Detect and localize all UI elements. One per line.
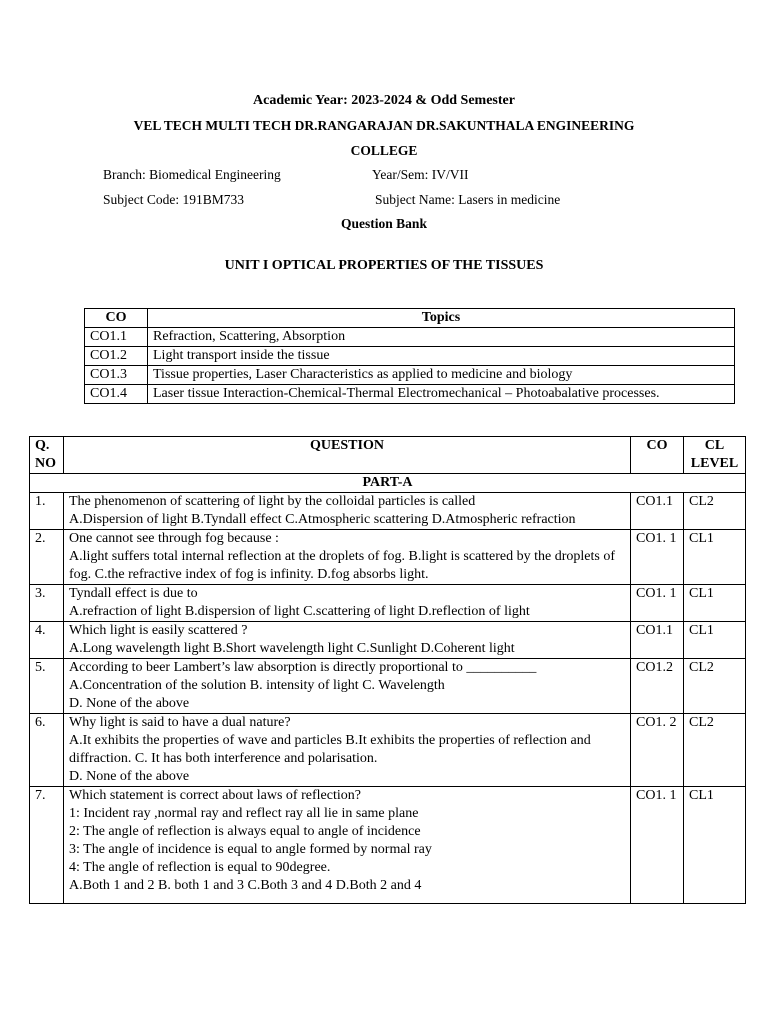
question-text bbox=[64, 585, 631, 622]
question-line: 1: Incident ray ,normal ray and reflect ray all lie in same plane bbox=[69, 806, 419, 821]
question-text bbox=[64, 530, 631, 585]
question-co: CO1.1 bbox=[631, 622, 684, 659]
question-co: CO1. 1 bbox=[631, 585, 684, 622]
question-number: 6. bbox=[30, 714, 64, 787]
question-line: Which light is easily scattered ? bbox=[69, 623, 248, 638]
question-text bbox=[64, 787, 631, 904]
question-cl: CL1 bbox=[684, 622, 746, 659]
question-row bbox=[30, 585, 746, 622]
question-co: CO1. 1 bbox=[631, 530, 684, 585]
question-co: CO1.1 bbox=[631, 493, 684, 530]
question-number: 4. bbox=[30, 622, 64, 659]
question-co: CO1.2 bbox=[631, 659, 684, 714]
part-row bbox=[30, 474, 746, 493]
question-row bbox=[30, 622, 746, 659]
question-row bbox=[30, 530, 746, 585]
question-number: 1. bbox=[30, 493, 64, 530]
co-code: CO1.2 bbox=[85, 347, 148, 366]
unit-title: UNIT I OPTICAL PROPERTIES OF THE TISSUES bbox=[224, 258, 544, 273]
co-table-row bbox=[85, 328, 735, 347]
question-cl: CL1 bbox=[684, 787, 746, 904]
question-number: 5. bbox=[30, 659, 64, 714]
college-name-line1: VEL TECH MULTI TECH DR.RANGARAJAN DR.SAKUNTHALA ENGINEERING bbox=[133, 118, 635, 133]
document-title: Question Bank bbox=[341, 216, 427, 231]
question-line: A.light suffers total internal reflection at the droplets of fog. B.light is scattered by the droplets of fog. C.the refractive index of fog is infinity. D.fog absorbs light. bbox=[69, 549, 615, 582]
question-cl: CL1 bbox=[684, 530, 746, 585]
question-number: 2. bbox=[30, 530, 64, 585]
qno-header: Q. NO bbox=[30, 437, 64, 474]
question-line: Which statement is correct about laws of reflection? bbox=[69, 788, 361, 803]
subject-code: Subject Code: 191BM733 bbox=[103, 192, 244, 207]
question-line: A.Long wavelength light B.Short wavelength light C.Sunlight D.Coherent light bbox=[69, 641, 515, 656]
question-cl: CL2 bbox=[684, 493, 746, 530]
question-row bbox=[30, 714, 746, 787]
co-code: CO1.4 bbox=[85, 385, 148, 404]
question-row bbox=[30, 493, 746, 530]
question-line: D. None of the above bbox=[69, 696, 190, 711]
question-line: 4: The angle of reflection is equal to 90degree. bbox=[69, 860, 331, 875]
branch: Branch: Biomedical Engineering bbox=[103, 167, 281, 182]
co-table-header-row bbox=[85, 309, 735, 328]
question-co: CO1. 2 bbox=[631, 714, 684, 787]
co-header: CO bbox=[85, 309, 148, 328]
question-cl: CL2 bbox=[684, 714, 746, 787]
question-line: One cannot see through fog because : bbox=[69, 531, 279, 546]
question-line: Tyndall effect is due to bbox=[69, 586, 198, 601]
subject-name: Subject Name: Lasers in medicine bbox=[375, 192, 561, 207]
question-row bbox=[30, 787, 746, 904]
question-text bbox=[64, 493, 631, 530]
question-line: 2: The angle of reflection is always equal to angle of incidence bbox=[69, 824, 421, 839]
co-table-row bbox=[85, 347, 735, 366]
question-text bbox=[64, 714, 631, 787]
question-text bbox=[64, 659, 631, 714]
question-line: The phenomenon of scattering of light by the colloidal particles is called bbox=[69, 494, 476, 509]
question-line: A.refraction of light B.dispersion of light C.scattering of light D.reflection of light bbox=[69, 604, 530, 619]
college-name-line2: COLLEGE bbox=[350, 143, 418, 158]
question-line: A.Dispersion of light B.Tyndall effect C.Atmospheric scattering D.Atmospheric refraction bbox=[69, 512, 576, 527]
co-topics-table bbox=[84, 308, 735, 404]
question-table-header-row bbox=[30, 437, 746, 474]
question-text bbox=[64, 622, 631, 659]
co-topic: Tissue properties, Laser Characteristics as applied to medicine and biology bbox=[148, 366, 735, 385]
question-line: 3: The angle of incidence is equal to angle formed by normal ray bbox=[69, 842, 432, 857]
question-line: A.It exhibits the properties of wave and particles B.It exhibits the properties of reflection and diffraction. C. It has both interference and polarisation. bbox=[69, 733, 591, 766]
question-cl: CL2 bbox=[684, 659, 746, 714]
year-sem: Year/Sem: IV/VII bbox=[372, 167, 469, 182]
co-code: CO1.3 bbox=[85, 366, 148, 385]
topics-header: Topics bbox=[148, 309, 735, 328]
question-line: A.Both 1 and 2 B. both 1 and 3 C.Both 3 and 4 D.Both 2 and 4 bbox=[69, 878, 422, 893]
cl-level-header: CL LEVEL bbox=[684, 437, 746, 474]
co-table-row bbox=[85, 366, 735, 385]
question-row bbox=[30, 659, 746, 714]
question-line: According to beer Lambert’s law absorption is directly proportional to __________ bbox=[69, 660, 537, 675]
academic-year: Academic Year: 2023-2024 & Odd Semester bbox=[253, 93, 515, 108]
co-code: CO1.1 bbox=[85, 328, 148, 347]
question-line: Why light is said to have a dual nature? bbox=[69, 715, 291, 730]
question-line: D. None of the above bbox=[69, 769, 190, 784]
co-topic: Refraction, Scattering, Absorption bbox=[148, 328, 735, 347]
part-label: PART-A bbox=[30, 474, 746, 493]
question-header: QUESTION bbox=[64, 437, 631, 474]
question-co: CO1. 1 bbox=[631, 787, 684, 904]
co-topic: Laser tissue Interaction-Chemical-Thermal Electromechanical – Photoabalative processes. bbox=[148, 385, 735, 404]
co-col-header: CO bbox=[631, 437, 684, 474]
question-line: A.Concentration of the solution B. intensity of light C. Wavelength bbox=[69, 678, 445, 693]
question-number: 7. bbox=[30, 787, 64, 904]
co-table-row bbox=[85, 385, 735, 404]
co-topic: Light transport inside the tissue bbox=[148, 347, 735, 366]
question-cl: CL1 bbox=[684, 585, 746, 622]
question-table bbox=[29, 436, 746, 904]
question-number: 3. bbox=[30, 585, 64, 622]
